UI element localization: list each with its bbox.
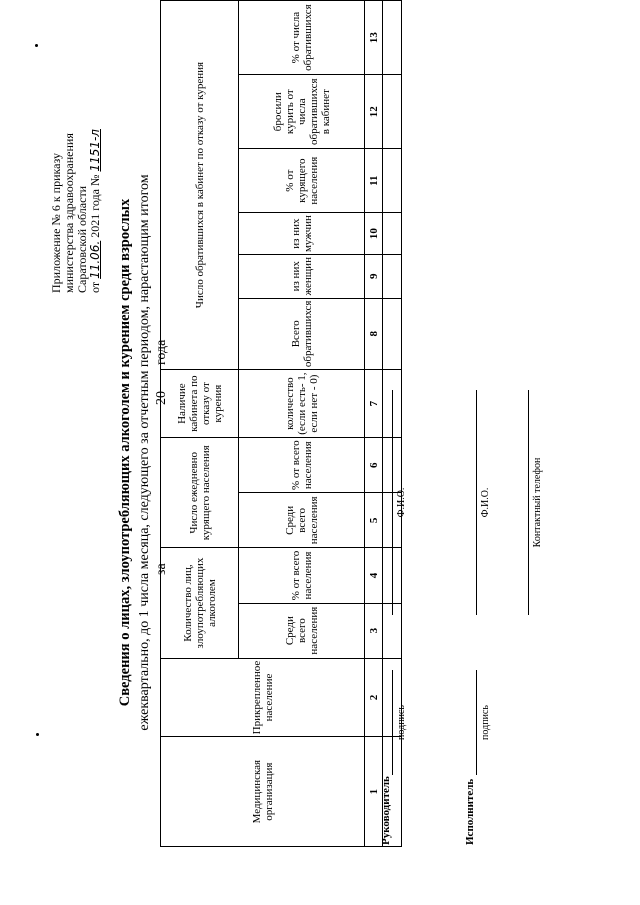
phone-caption: Контактный телефон <box>532 457 543 548</box>
performer-signature-caption: подпись <box>480 705 491 740</box>
col-number: 9 <box>365 255 383 298</box>
col-number: 10 <box>365 213 383 255</box>
col-number: 4 <box>365 548 383 603</box>
col-number: 2 <box>365 658 383 737</box>
grp-applied: Число обратившихся в кабинет по отказу от курения <box>161 1 239 370</box>
report-table <box>160 0 402 847</box>
col-number: 11 <box>365 149 383 213</box>
table-header-row <box>161 1 239 847</box>
sub-among-all-1: Среди всего населения <box>239 603 365 658</box>
col-number: 3 <box>365 603 383 658</box>
col-number: 1 <box>365 737 383 847</box>
head-label: Руководитель <box>380 776 392 845</box>
period-year: 20 <box>154 391 169 405</box>
performer-name-caption: Ф.И.О. <box>480 487 491 518</box>
sub-pct-all-2: % от всего населения <box>239 438 365 493</box>
sub-pct-applied: % от числа обратившихся <box>239 1 365 75</box>
sub-quit: бросили курить от числа обратившихся в кабинет <box>239 75 365 149</box>
sub-quantity: количество (если есть- 1, если нет - 0) <box>239 370 365 438</box>
table-cell <box>383 75 402 149</box>
sub-pct-smokers: % от курящего населения <box>239 149 365 213</box>
sub-pct-all-1: % от всего населения <box>239 548 365 603</box>
appendix-line-1: Приложение № 6 к приказу <box>49 153 63 293</box>
phone-line <box>528 390 529 615</box>
sub-women: из них женщин <box>239 255 365 298</box>
table-cell <box>383 1 402 75</box>
col-number: 7 <box>365 370 383 438</box>
appendix-line-2: министерства здравоохранения <box>62 133 76 293</box>
grp-alcohol: Количество лиц, злоупотребляющих алкоголем <box>161 548 239 658</box>
performer-label: Исполнитель <box>464 778 476 845</box>
column-number-row <box>365 1 383 847</box>
col-cabinet: Наличие кабинета по отказу от курения <box>161 370 239 438</box>
col-number: 8 <box>365 298 383 370</box>
table-cell <box>383 255 402 298</box>
period-za: за <box>154 563 169 575</box>
col-number: 13 <box>365 1 383 75</box>
appendix-year: 2021 года № <box>88 174 102 238</box>
col-number: 5 <box>365 493 383 548</box>
document-subtitle: ежеквартально, до 1 числа месяца, следующего за отчетным периодом, нарастающим итогом <box>137 174 152 731</box>
sub-among-all-2: Среди всего населения <box>239 493 365 548</box>
document-title: Сведения о лицах, злоупотребляющих алкоголем и курением среди взрослых <box>117 198 133 707</box>
appendix-note <box>50 53 102 293</box>
sub-men: из них мужчин <box>239 213 365 255</box>
appendix-from: от <box>88 281 102 293</box>
head-name-caption: Ф.И.О. <box>396 487 407 518</box>
appendix-line-3: Саратовской области <box>75 185 89 293</box>
head-name-line <box>392 390 393 615</box>
col-attached-population: Прикрепленное население <box>161 658 365 737</box>
head-signature-line <box>392 670 393 775</box>
performer-name-line <box>476 390 477 615</box>
col-number: 12 <box>365 75 383 149</box>
period-god: года <box>154 339 169 365</box>
appendix-line-4 <box>89 53 102 293</box>
table-cell <box>383 213 402 255</box>
performer-signature-line <box>476 670 477 775</box>
sub-total-applied: Всего обратившихся <box>239 298 365 370</box>
col-medical-org: Медицинская организация <box>161 737 365 847</box>
handwritten-date: 11.06. <box>88 240 102 279</box>
head-signature-caption: подпись <box>396 705 407 740</box>
handwritten-number: 1151-л <box>88 129 102 172</box>
col-number: 6 <box>365 438 383 493</box>
table-cell <box>383 149 402 213</box>
table-cell <box>383 298 402 370</box>
grp-smoking: Число ежедневно курящего населения <box>161 438 239 548</box>
